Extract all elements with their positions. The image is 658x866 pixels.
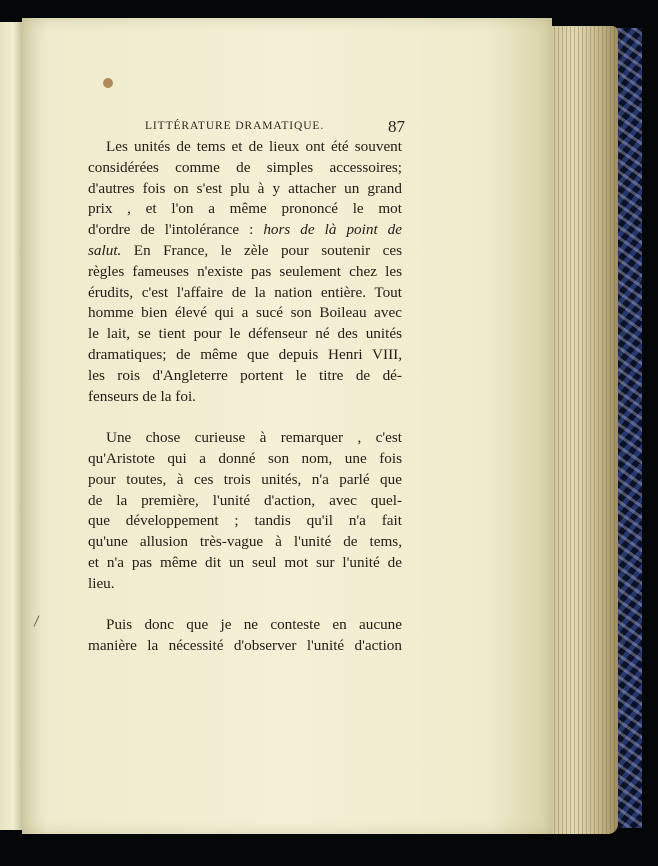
text-line: homme bien élevé qui a sucé son Boileau avec: [88, 304, 402, 322]
text-line: manière la nécessité d'observer l'unité d'action: [88, 637, 402, 655]
text-line: les rois d'Angleterre portent le titre de dé-: [88, 366, 402, 384]
text-line: qu'Aristote qui a donné son nom, une fois: [88, 449, 402, 467]
text-line: d'ordre de l'intolérance : hors de là point de: [88, 221, 402, 239]
italic-phrase: salut.: [88, 241, 122, 259]
text-line: érudits, c'est l'affaire de la nation entière. Tout: [88, 283, 402, 301]
text-line: qu'une allusion très-vague à l'unité de tems,: [88, 533, 402, 551]
text-line: et n'a pas même dit un seul mot sur l'unité de: [88, 553, 402, 571]
text-line: que développement ; tandis qu'il n'a fait: [88, 512, 402, 530]
text-line: salut. En France, le zèle pour soutenir ces: [88, 241, 402, 259]
text-line: règles fameuses n'existe pas seulement chez les: [88, 262, 402, 280]
paragraph-3: [88, 615, 402, 657]
text-line: d'autres fois on s'est plu à y attacher un grand: [88, 179, 402, 197]
text-line: fenseurs de la foi.: [88, 387, 196, 405]
running-head: [145, 117, 405, 137]
facing-page-edge: [0, 22, 22, 830]
paragraph-2: [88, 428, 402, 594]
page-text: [88, 137, 402, 657]
paragraph-1: [88, 137, 402, 407]
text-line: dramatiques; de même que depuis Henri VIII,: [88, 345, 402, 363]
page-number: 87: [388, 117, 405, 136]
italic-phrase: hors de là point de: [263, 221, 402, 239]
text-line: considérées comme de simples accessoires;: [88, 158, 402, 176]
text-line: pour toutes, à ces trois unités, n'a parlé que: [88, 470, 402, 488]
text-line: prix , et l'on a même prononcé le mot: [88, 200, 402, 218]
text-line: Les unités de tems et de lieux ont été souvent: [106, 138, 402, 155]
text-line: Puis donc que je ne conteste en aucune: [106, 616, 402, 634]
text-line: le lait, se tient pour le défenseur né des unités: [88, 325, 402, 343]
stain-spot: [103, 78, 113, 88]
running-title: LITTÉRATURE DRAMATIQUE.: [145, 120, 325, 132]
text-line: lieu.: [88, 574, 115, 592]
text-line: Une chose curieuse à remarquer , c'est: [106, 429, 402, 447]
text-line: de la première, l'unité d'action, avec quel-: [88, 491, 402, 509]
